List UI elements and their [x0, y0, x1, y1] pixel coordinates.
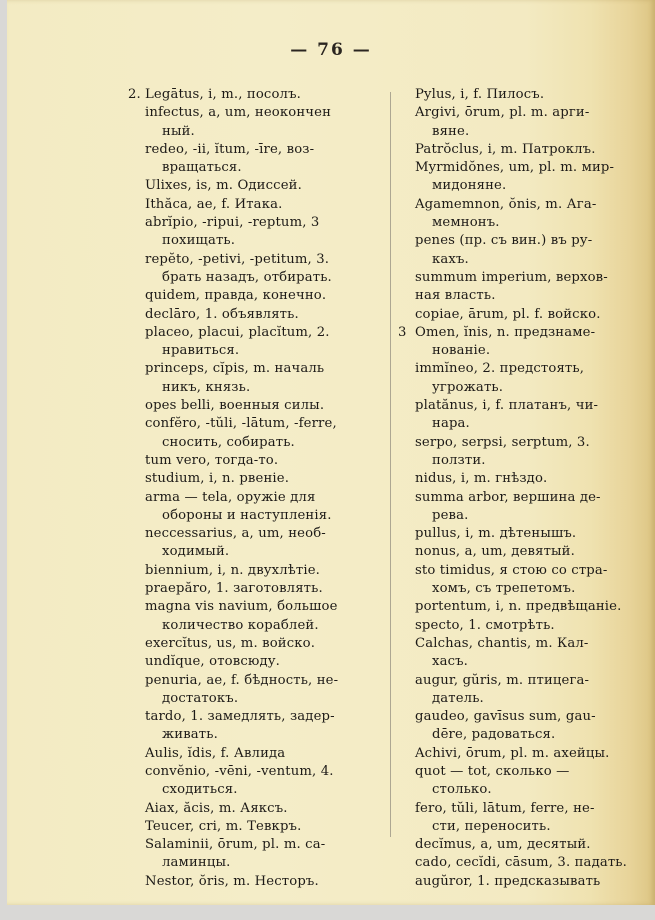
entry-text: pullus, i, m. дѣтенышъ.	[415, 526, 577, 542]
entry-text: biennium, i, n. двухлѣтіе.	[145, 562, 321, 578]
dictionary-entry	[145, 306, 390, 324]
entry-text: Calchas, chantis, m. Кал-	[415, 635, 589, 651]
entry-continuation	[415, 342, 645, 360]
dictionary-entry	[415, 397, 645, 415]
entry-continuation	[145, 269, 390, 287]
entry-text: infectus, a, um, неокончен	[145, 105, 332, 121]
entry-text: Salaminii, ōrum, pl. m. са-	[145, 837, 326, 853]
book-page	[7, 0, 655, 905]
entry-text: кахъ.	[432, 251, 469, 267]
dictionary-entry	[145, 397, 390, 415]
dictionary-entry	[415, 159, 645, 177]
entry-text: похищать.	[162, 233, 236, 249]
entry-text: immĭneo, 2. предстоять,	[415, 361, 585, 377]
entry-text: specto, 1. смотрѣть.	[415, 617, 555, 633]
dictionary-entry	[145, 525, 390, 543]
entry-text: augur, gŭris, m. птицега-	[415, 672, 590, 688]
entry-continuation	[415, 415, 645, 433]
dictionary-entry	[415, 598, 645, 616]
entry-text: sto timidus, я стою со стра-	[415, 562, 608, 578]
dictionary-entry	[415, 854, 645, 872]
dictionary-entry	[145, 800, 390, 818]
dictionary-entry	[145, 598, 390, 616]
column-divider	[390, 92, 391, 837]
dictionary-entry	[415, 141, 645, 159]
entry-text: Myrmidŏnes, um, pl. m. мир-	[415, 160, 615, 176]
entry-text: рева.	[432, 507, 469, 523]
entry-text: Pylus, i, f. Пилосъ.	[415, 87, 545, 102]
dictionary-entry	[415, 525, 645, 543]
dictionary-entry	[415, 287, 645, 305]
entry-continuation	[145, 379, 390, 397]
dictionary-entry	[145, 672, 390, 690]
entry-continuation	[415, 507, 645, 525]
entry-text: opes belli, военныя силы.	[145, 398, 325, 414]
dictionary-entry	[415, 873, 645, 891]
entry-text: tum vero, тогда-то.	[145, 452, 279, 468]
dictionary-entry	[415, 617, 645, 635]
entry-text: хасъ.	[432, 654, 469, 670]
entry-text: Ithăca, ae, f. Итака.	[145, 196, 283, 212]
entry-text: dēre, радоваться.	[432, 727, 556, 743]
entry-text: ползти.	[432, 452, 486, 468]
entry-text: magna vis navium, большое	[145, 599, 338, 615]
dictionary-entry	[415, 708, 645, 726]
entry-text: брать назадъ, отбирать.	[162, 269, 332, 285]
entry-text: Achivi, ōrum, pl. m. ахейцы.	[415, 745, 610, 761]
entry-text: сти, переносить.	[432, 818, 551, 834]
entry-text: обороны и наступленія.	[162, 507, 332, 523]
entry-text: мидоняне.	[432, 178, 507, 194]
entry-text: нравиться.	[162, 343, 240, 359]
dictionary-entry	[145, 214, 390, 232]
entry-text: столько.	[432, 782, 492, 798]
right-column	[398, 86, 645, 891]
entry-text: ходимый.	[162, 544, 230, 560]
entry-continuation	[415, 379, 645, 397]
dictionary-entry	[145, 287, 390, 305]
entry-continuation	[145, 854, 390, 872]
dictionary-entry	[145, 360, 390, 378]
entry-text: сходиться.	[162, 782, 238, 798]
dictionary-entry	[145, 470, 390, 488]
entry-text: declāro, 1. объявлять.	[145, 306, 299, 322]
entry-text: Ulixes, is, m. Одиссей.	[145, 178, 302, 194]
dictionary-entry	[145, 452, 390, 470]
entry-text: abrĭpio, -ripui, -reptum, 3	[145, 215, 320, 231]
dictionary-entry	[415, 306, 645, 324]
page-number: — 76 —	[290, 40, 372, 60]
entry-text: quidem, правда, конечно.	[145, 288, 327, 304]
entry-text: Aulis, ĭdis, f. Авлида	[145, 745, 286, 761]
dictionary-entry	[145, 745, 390, 763]
dictionary-entry	[415, 360, 645, 378]
dictionary-entry	[145, 251, 390, 269]
dictionary-entry	[415, 800, 645, 818]
entry-text: convĕnio, -vēni, -ventum, 4.	[145, 763, 334, 779]
dictionary-entry	[415, 269, 645, 287]
entry-continuation	[415, 653, 645, 671]
entry-text: никъ, князь.	[162, 379, 251, 395]
entry-continuation	[145, 617, 390, 635]
entry-continuation	[415, 214, 645, 232]
entry-text: количество кораблей.	[162, 617, 319, 633]
dictionary-entry	[145, 196, 390, 214]
entry-text: угрожать.	[432, 379, 504, 395]
entry-text: portentum, i, n. предвѣщаніе.	[415, 599, 622, 615]
dictionary-entry	[415, 635, 645, 653]
dictionary-entry	[415, 434, 645, 452]
entry-text: platănus, i, f. платанъ, чи-	[415, 398, 599, 414]
entry-text: Patrŏclus, i, m. Патроклъ.	[415, 141, 596, 157]
entry-continuation	[145, 781, 390, 799]
entry-continuation	[415, 452, 645, 470]
dictionary-entry	[145, 653, 390, 671]
entry-text: Agamemnon, ŏnis, m. Ага-	[415, 196, 597, 212]
dictionary-entry	[415, 543, 645, 561]
entry-text: tardo, 1. замедлять, задер-	[145, 709, 335, 725]
dictionary-entry	[145, 763, 390, 781]
entry-text: nonus, a, um, девятый.	[415, 544, 575, 560]
entry-continuation	[145, 434, 390, 452]
entry-text: penuria, ae, f. бѣдность, не-	[145, 672, 339, 688]
entry-continuation	[415, 818, 645, 836]
entry-text: ный.	[162, 123, 195, 139]
entry-text: copiae, ārum, pl. f. войско.	[415, 306, 601, 322]
entry-text: praepăro, 1. заготовлять.	[145, 581, 323, 597]
entry-text: нара.	[432, 416, 470, 432]
entry-text: summum imperium, верхов-	[415, 269, 608, 285]
left-column	[128, 86, 390, 891]
dictionary-entry	[145, 489, 390, 507]
entry-text: сносить, собирать.	[162, 434, 295, 450]
entry-text: хомъ, съ трепетомъ.	[432, 581, 576, 597]
entry-text: Argivi, ōrum, pl. m. арги-	[415, 105, 590, 121]
entry-continuation	[415, 251, 645, 269]
entry-text: gaudeo, gavīsus sum, gau-	[415, 709, 596, 725]
entry-text: мемнонъ.	[432, 215, 500, 231]
entry-continuation	[415, 690, 645, 708]
entry-continuation	[415, 580, 645, 598]
entry-continuation	[415, 177, 645, 195]
dictionary-entry	[145, 104, 390, 122]
entry-text: nidus, i, m. гнѣздо.	[415, 471, 548, 487]
dictionary-entry	[145, 177, 390, 195]
entry-text: нованіе.	[432, 343, 491, 359]
entry-continuation	[415, 123, 645, 141]
entry-text: neccessarius, a, um, необ-	[145, 526, 326, 542]
dictionary-entry	[145, 415, 390, 433]
entry-text: decĭmus, a, um, десятый.	[415, 837, 591, 853]
dictionary-entry	[145, 580, 390, 598]
entry-text: Teucer, cri, m. Тевкръ.	[145, 818, 302, 834]
entry-text: Omen, ĭnis, n. предзнаме-	[415, 324, 596, 340]
entry-text: fero, tŭli, lātum, ferre, не-	[415, 800, 595, 816]
entry-continuation	[145, 543, 390, 561]
entry-continuation	[145, 726, 390, 744]
entry-text: достатокъ.	[162, 690, 239, 706]
entry-text: Legātus, i, m., посолъ.	[145, 87, 301, 102]
section-number: 3	[398, 324, 407, 340]
entry-text: вяне.	[432, 123, 470, 139]
entry-text: placeo, placui, placĭtum, 2.	[145, 324, 330, 340]
entry-continuation	[145, 690, 390, 708]
entry-text: ламинцы.	[162, 855, 231, 871]
entry-text: penes (пр. съ вин.) въ ру-	[415, 233, 593, 249]
dictionary-entry	[145, 836, 390, 854]
dictionary-entry	[145, 708, 390, 726]
entry-text: confĕro, -tŭli, -lātum, -ferre,	[145, 416, 337, 432]
entry-continuation	[415, 781, 645, 799]
dictionary-entry	[415, 672, 645, 690]
entry-text: вращаться.	[162, 160, 242, 176]
entry-text: arma — tela, оружіе для	[145, 489, 316, 505]
entry-text: augŭror, 1. предсказывать	[415, 873, 601, 889]
entry-continuation	[145, 232, 390, 250]
entry-text: Nestor, ŏris, m. Несторъ.	[145, 873, 319, 889]
dictionary-entry	[145, 562, 390, 580]
entry-text: Aiax, ăcis, m. Аяксъ.	[145, 800, 288, 816]
entry-text: живать.	[162, 727, 218, 743]
dictionary-entry	[415, 196, 645, 214]
entry-continuation	[145, 507, 390, 525]
dictionary-entry	[145, 324, 390, 342]
entry-text: exercĭtus, us, m. войско.	[145, 635, 316, 651]
entry-text: redeo, -ii, ĭtum, -īre, воз-	[145, 141, 315, 157]
dictionary-entry	[415, 745, 645, 763]
entry-text: serpo, serpsi, serptum, 3.	[415, 434, 590, 450]
dictionary-entry	[415, 104, 645, 122]
dictionary-entry	[415, 489, 645, 507]
dictionary-entry	[415, 836, 645, 854]
dictionary-entry	[415, 232, 645, 250]
dictionary-entry	[398, 324, 645, 342]
dictionary-entry	[145, 873, 390, 891]
dictionary-entry	[415, 562, 645, 580]
dictionary-entry	[415, 86, 645, 104]
entry-continuation	[145, 342, 390, 360]
entry-text: princeps, cĭpis, m. началь	[145, 361, 325, 377]
section-number: 2.	[128, 87, 141, 102]
entry-text: undĭque, отовсюду.	[145, 654, 281, 670]
dictionary-entry	[145, 141, 390, 159]
entry-text: summa arbor, вершина де-	[415, 489, 601, 505]
dictionary-entry	[415, 763, 645, 781]
dictionary-entry	[145, 818, 390, 836]
entry-text: studium, i, n. рвеніе.	[145, 471, 290, 487]
dictionary-entry	[415, 470, 645, 488]
entry-text: датель.	[432, 690, 484, 706]
entry-text: ная власть.	[415, 288, 496, 304]
dictionary-entry	[145, 635, 390, 653]
entry-continuation	[145, 159, 390, 177]
entry-continuation	[145, 123, 390, 141]
entry-continuation	[415, 726, 645, 744]
entry-text: quot — tot, сколько —	[415, 763, 570, 779]
entry-text: cado, cecĭdi, cāsum, 3. падать.	[415, 855, 627, 871]
dictionary-entry	[128, 86, 390, 104]
entry-text: repĕto, -petivi, -petitum, 3.	[145, 251, 330, 267]
